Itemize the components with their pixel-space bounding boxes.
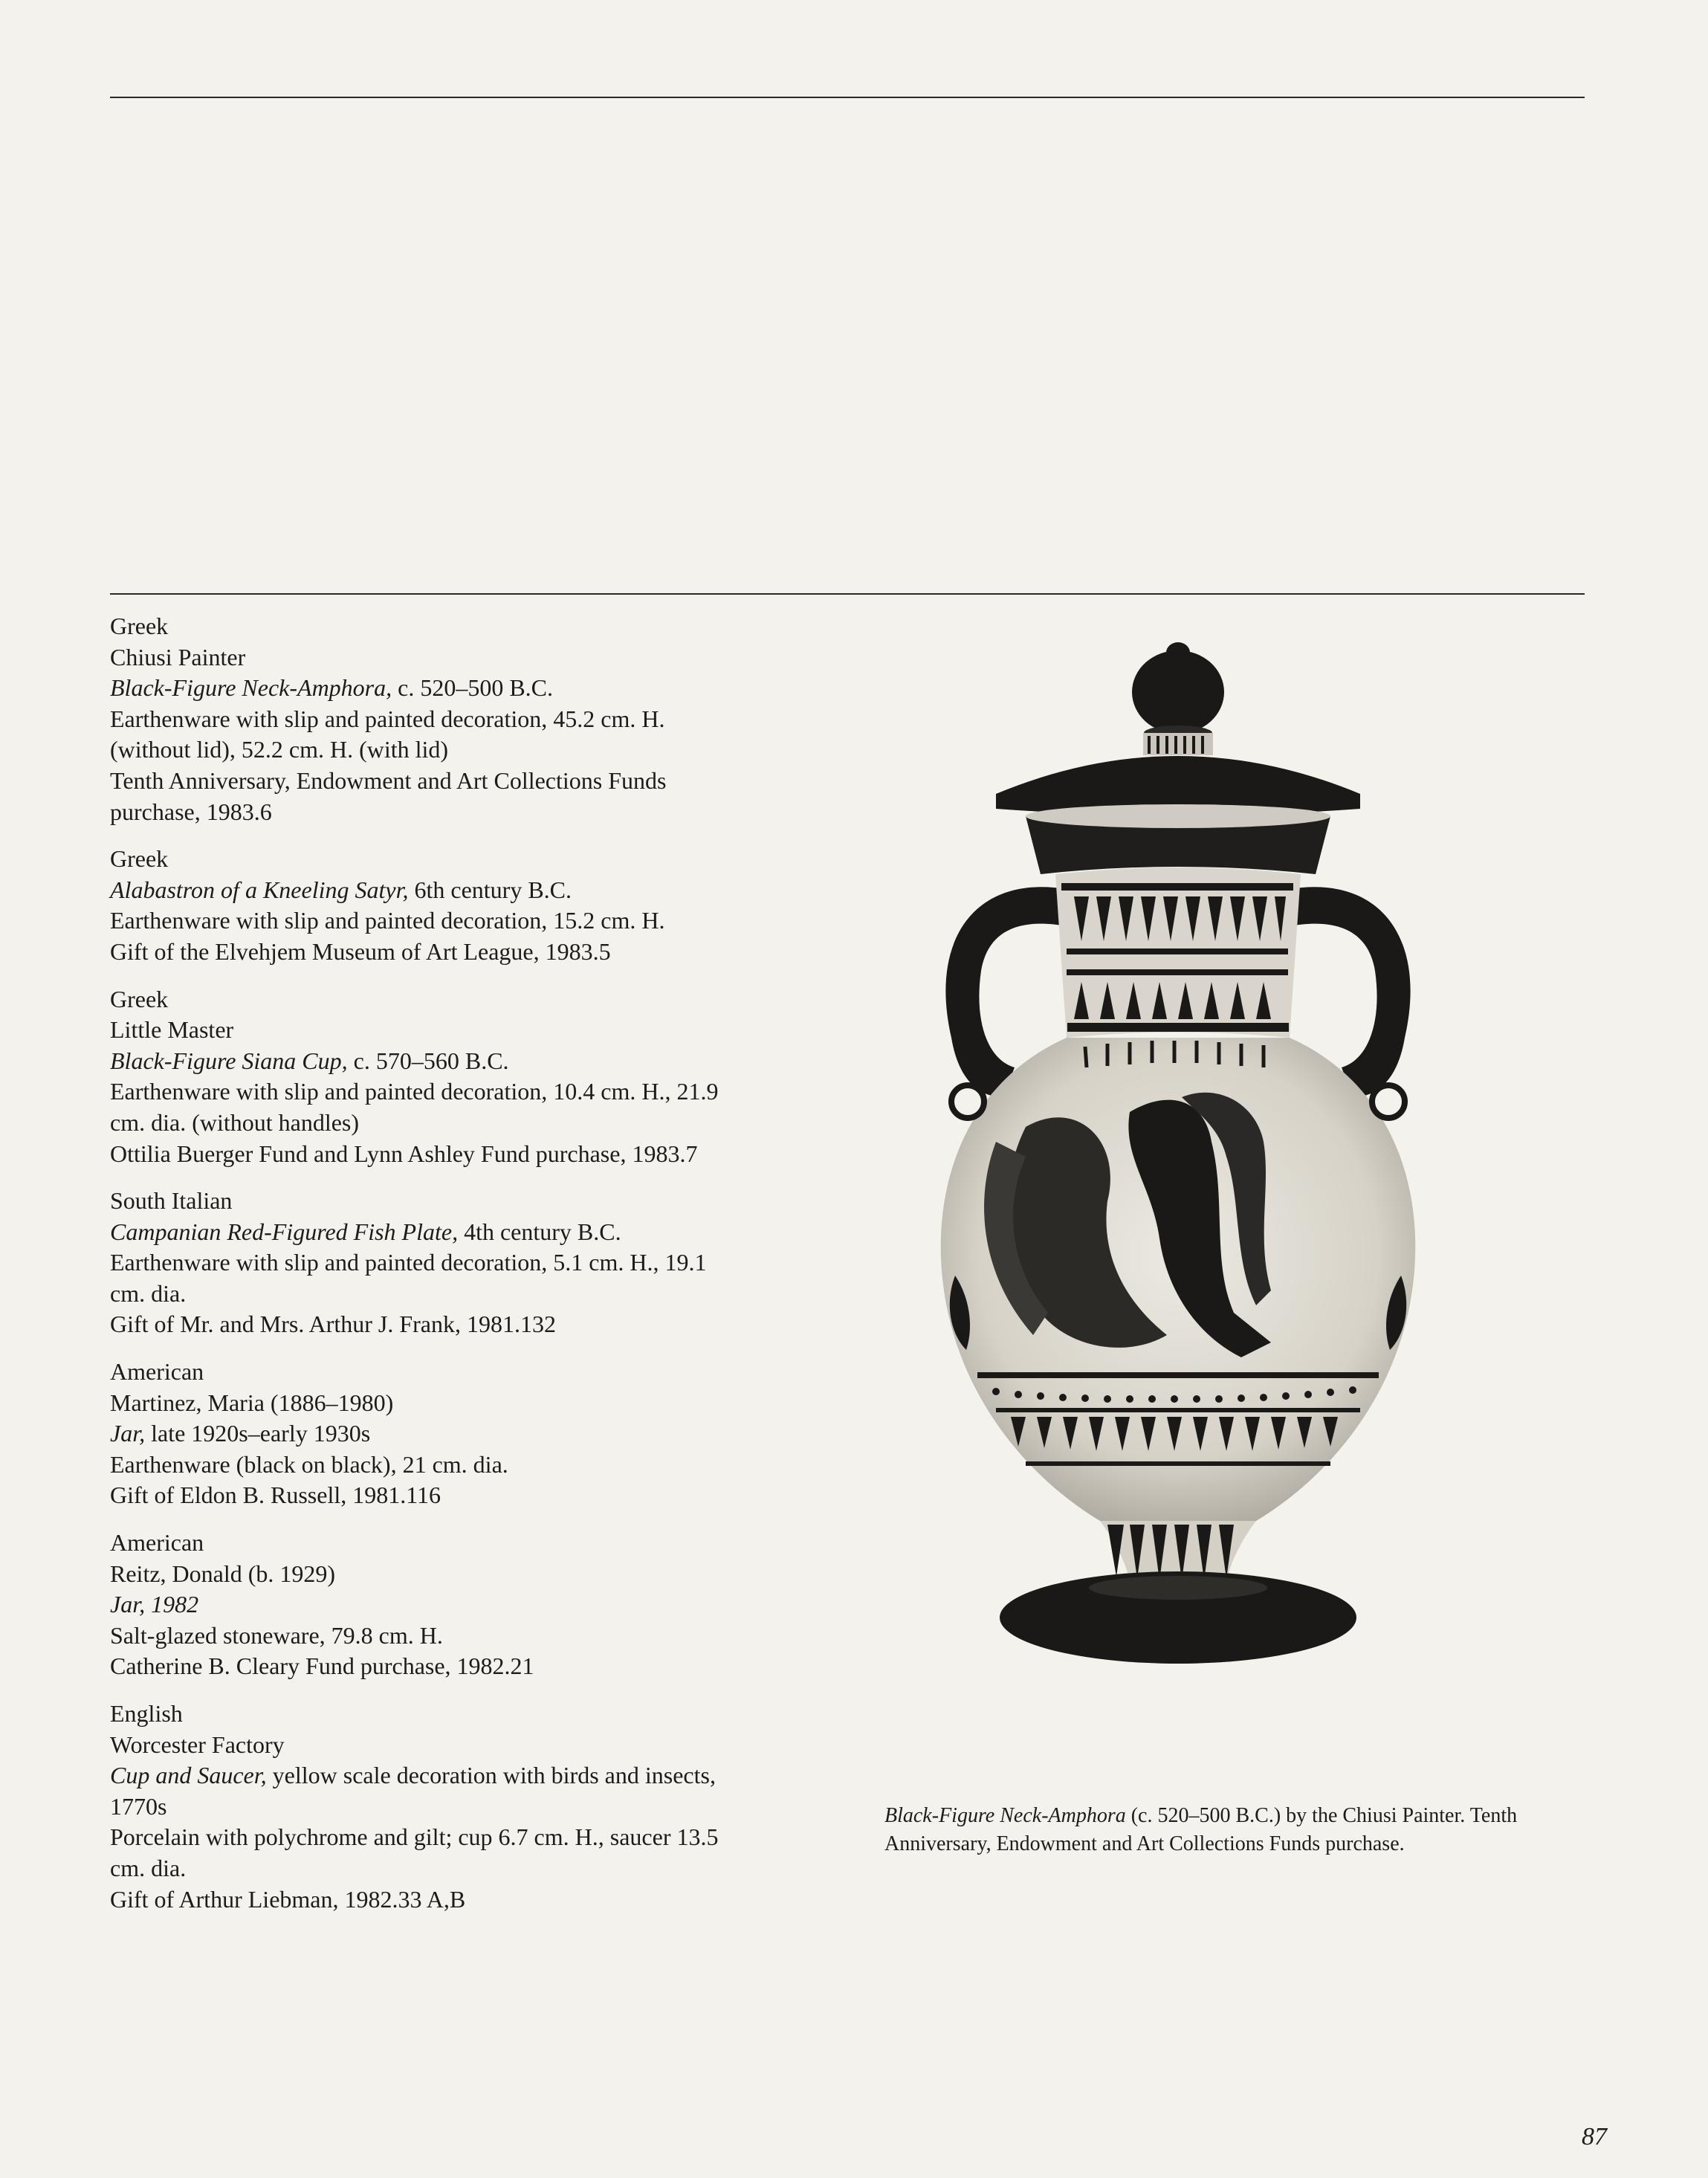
entry-date: late 1920s–early 1930s xyxy=(145,1420,371,1447)
entry-title: Jar, xyxy=(110,1420,146,1447)
catalog-entry xyxy=(110,984,809,1170)
catalog-entry xyxy=(110,1357,809,1511)
entry-artist: Reitz, Donald (b. 1929) xyxy=(110,1560,336,1587)
entry-culture: Greek xyxy=(110,845,169,873)
entry-detail: Salt-glazed stoneware, 79.8 cm. H. xyxy=(110,1621,443,1649)
entry-detail: Earthenware with slip and painted decoration, 10.4 cm. H., 21.9 xyxy=(110,1078,719,1105)
entry-detail: Earthenware with slip and painted decoration, 15.2 cm. H. xyxy=(110,907,665,934)
catalog-entry xyxy=(110,844,809,967)
caption-text: (c. 520–500 B.C.) by the Chiusi Painter. Tenth Anniversary, Endowment and Art Collections Funds purchase. xyxy=(884,1804,1518,1855)
entry-title-line xyxy=(110,1760,809,1791)
entry-artist: Worcester Factory xyxy=(110,1731,285,1758)
entry-detail: Gift of the Elvehjem Museum of Art League, 1983.5 xyxy=(110,937,611,965)
catalog-entry xyxy=(110,1186,809,1340)
entry-artist: Chiusi Painter xyxy=(110,643,246,670)
entry-date: c. 570–560 B.C. xyxy=(347,1047,509,1074)
catalog-entry xyxy=(110,1699,809,1915)
entry-detail: Gift of Eldon B. Russell, 1981.116 xyxy=(110,1481,441,1509)
entry-detail: purchase, 1983.6 xyxy=(110,798,272,825)
entry-detail: Porcelain with polychrome and gilt; cup 6.7 cm. H., saucer 13.5 xyxy=(110,1823,719,1851)
entry-title: Cup and Saucer, xyxy=(110,1762,267,1789)
entry-culture: Greek xyxy=(110,985,169,1012)
entry-detail: cm. dia. (without handles) xyxy=(110,1108,360,1136)
entry-title: Black-Figure Siana Cup, xyxy=(110,1047,348,1074)
caption-title: Black-Figure Neck-Amphora xyxy=(884,1804,1126,1827)
entry-title: Black-Figure Neck-Amphora, xyxy=(110,674,392,702)
entry-culture: Greek xyxy=(110,613,169,639)
catalog-entry xyxy=(110,1528,809,1682)
entry-detail: Earthenware with slip and painted decoration, 5.1 cm. H., 19.1 xyxy=(110,1249,707,1276)
entry-detail: cm. dia. xyxy=(110,1279,187,1307)
entry-title-line xyxy=(110,1046,809,1077)
entry-title-line xyxy=(110,1589,809,1620)
amphora-photo xyxy=(884,621,1472,1778)
entry-title: Campanian Red-Figured Fish Plate, xyxy=(110,1218,459,1245)
entry-date: c. 520–500 B.C. xyxy=(392,674,554,702)
entry-date: 4th century B.C. xyxy=(458,1218,621,1245)
entry-detail: cm. dia. xyxy=(110,1854,187,1881)
entry-detail: Ottilia Buerger Fund and Lynn Ashley Fund purchase, 1983.7 xyxy=(110,1140,698,1167)
entry-detail: Tenth Anniversary, Endowment and Art Collections Funds xyxy=(110,766,667,794)
catalog-list xyxy=(110,611,809,1931)
catalog-entry xyxy=(110,611,809,827)
entry-culture: American xyxy=(110,1529,204,1557)
entry-title-line xyxy=(110,673,809,704)
entry-artist: Martinez, Maria (1886–1980) xyxy=(110,1389,394,1416)
entry-culture: American xyxy=(110,1358,204,1386)
entry-title-line xyxy=(110,1418,809,1450)
entry-title-line xyxy=(110,1217,809,1248)
section-rule xyxy=(110,593,1585,595)
entry-detail: Earthenware with slip and painted decoration, 45.2 cm. H. xyxy=(110,705,665,732)
page-number: 87 xyxy=(1582,2123,1607,2150)
entry-detail: Gift of Mr. and Mrs. Arthur J. Frank, 1981.132 xyxy=(110,1311,556,1338)
photo-caption xyxy=(884,1802,1598,1858)
entry-detail: Catherine B. Cleary Fund purchase, 1982.21 xyxy=(110,1652,534,1680)
entry-title: Alabastron of a Kneeling Satyr, xyxy=(110,876,409,903)
entry-title: Jar, 1982 xyxy=(110,1591,199,1618)
entry-culture: English xyxy=(110,1700,183,1727)
entry-artist: Little Master xyxy=(110,1016,234,1044)
entry-detail: (without lid), 52.2 cm. H. (with lid) xyxy=(110,736,449,763)
entry-culture: South Italian xyxy=(110,1187,233,1215)
entry-date: yellow scale decoration with birds and insects, xyxy=(266,1762,716,1789)
top-rule xyxy=(110,97,1585,98)
entry-title-line xyxy=(110,875,809,906)
entry-detail: Earthenware (black on black), 21 cm. dia. xyxy=(110,1450,508,1478)
entry-detail: 1770s xyxy=(110,1792,167,1820)
entry-date: 6th century B.C. xyxy=(408,876,572,903)
entry-detail: Gift of Arthur Liebman, 1982.33 A,B xyxy=(110,1885,466,1913)
